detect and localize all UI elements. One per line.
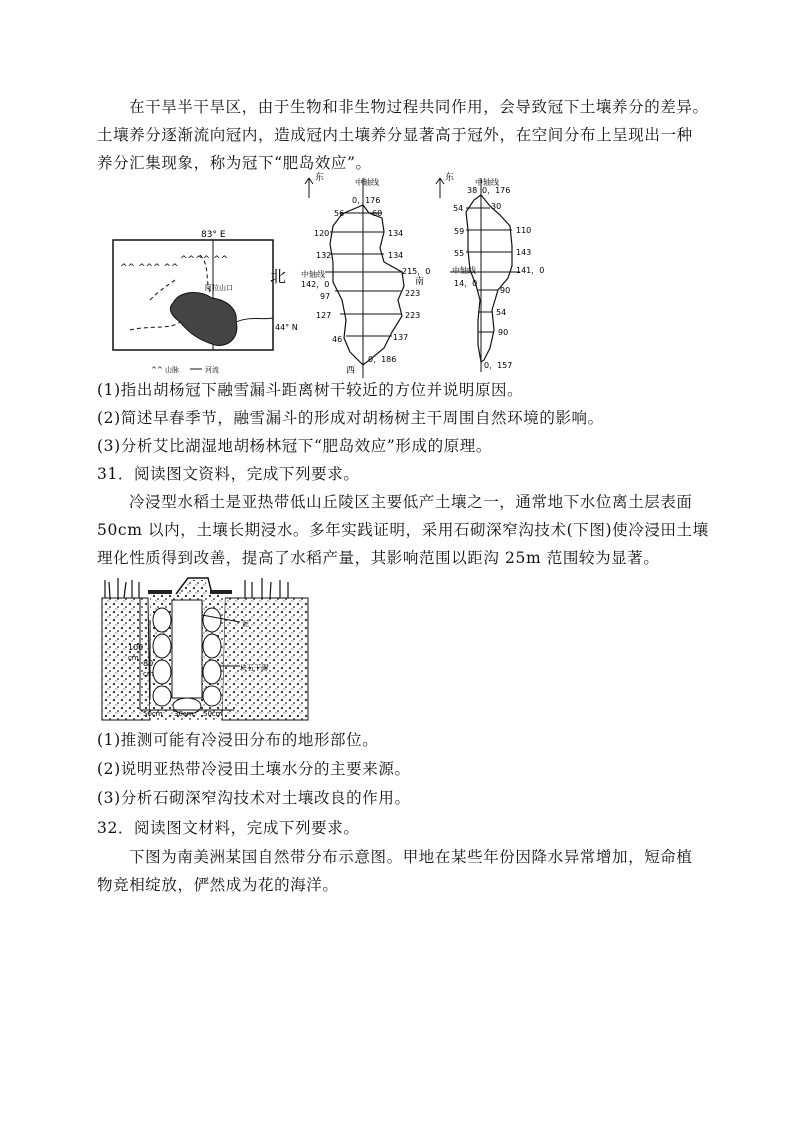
value-label: 143 xyxy=(516,248,532,257)
q31-question-2: (2)说明亚热带冷浸田土壤水分的主要来源。 xyxy=(97,760,411,778)
value-label: 90 xyxy=(500,286,511,295)
depth-inner-unit: cm xyxy=(143,670,154,678)
width-label-1: 50cm xyxy=(143,710,163,718)
value-label: 110 xyxy=(516,226,532,235)
q30-question-3: (3)分析艾比湖湿地胡杨林冠下“肥岛效应”形成的原理。 xyxy=(97,437,493,455)
value-label: 134 xyxy=(388,229,404,238)
top-value-a: 0，176 xyxy=(352,196,381,205)
legend-mountain: 山脉 xyxy=(165,366,179,374)
depth-inner: 80 xyxy=(143,659,154,668)
intro-line-2: 土壤养分逐渐流向冠内，造成冠内土壤养分显著高于冠外，在空间分布上呈现出一种 xyxy=(97,126,693,144)
q32-paragraph-line-1: 下图为南美洲某国自然带分布示意图。甲地在某些年份因降水异常增加，短命植 xyxy=(129,848,693,866)
value-label: 141，0 xyxy=(516,266,545,275)
east-label-a: 东 xyxy=(315,173,325,183)
bottom-value-a: 0，186 xyxy=(368,355,397,364)
axis-label-b: 中轴线 xyxy=(475,178,499,187)
value-label: 215，0 xyxy=(402,267,431,276)
parallel-label: 44° N xyxy=(275,323,298,332)
east-label-b: 东 xyxy=(445,173,455,183)
top-left-value-b: 38 xyxy=(467,186,478,195)
axis-left-label-a: 中轴线 xyxy=(301,270,325,279)
value-label: 14，0 xyxy=(454,279,478,288)
value-label: 46 xyxy=(332,335,343,344)
bottom-value-b: 0，157 xyxy=(484,361,513,370)
intro-line-3: 养分汇集现象，称为冠下“肥岛效应”。 xyxy=(97,154,372,172)
value-label: 30 xyxy=(491,202,502,211)
north-mark: 北 xyxy=(270,267,287,286)
value-label: 54 xyxy=(453,204,464,213)
q31-paragraph-line-3: 理化性质得到改善，提高了水稻产量，其影响范围以距沟 25m 范围较为显著。 xyxy=(97,549,660,567)
value-label: 59 xyxy=(454,227,465,236)
mountain-glyphs: ^^ ^^^ ^^ xyxy=(120,263,179,273)
profile-b xyxy=(436,171,544,372)
value-label: 132 xyxy=(316,251,332,260)
legend-river: 河流 xyxy=(205,366,219,374)
width-label-2: 30cm xyxy=(174,710,194,718)
q31-question-3: (3)分析石砌深窄沟技术对土壤改良的作用。 xyxy=(97,789,411,807)
stone-label: 块石干砌 xyxy=(240,664,268,672)
value-label: 223 xyxy=(405,289,421,298)
profile-a xyxy=(301,171,430,378)
q31-paragraph-line-1: 冷浸型水稻土是亚热带低山丘陵区主要低产土壤之一，通常地下水位离土层表面 xyxy=(129,493,693,511)
mountain-glyphs-2: ^^^^ ^^ xyxy=(180,255,229,265)
top-value-b: 0，176 xyxy=(482,186,511,195)
axis-left-label-b: 中轴线 xyxy=(452,266,476,275)
value-label: 60 xyxy=(372,209,383,218)
width-label-3: 50cm xyxy=(203,710,223,718)
q32-paragraph-line-2: 物竞相绽放，俨然成为花的海洋。 xyxy=(97,876,339,894)
q31-paragraph-line-2: 50cm 以内，土壤长期浸水。多年实践证明，采用石砌深窄沟技术(下图)使冷浸田土壤 xyxy=(97,521,709,539)
west-label-a: 西 xyxy=(346,366,356,376)
value-label: 56 xyxy=(334,209,345,218)
place-label: 阿拉山口 xyxy=(205,284,233,292)
depth-total: 100 xyxy=(128,643,144,652)
value-label: 137 xyxy=(393,333,409,342)
value-label: 90 xyxy=(498,328,509,337)
value-label: 142，0 xyxy=(301,280,330,289)
figure-1 xyxy=(0,0,800,380)
location-map xyxy=(113,230,298,374)
value-label: 54 xyxy=(496,308,507,317)
meridian-label: 83° E xyxy=(201,230,226,240)
legend-mountain-glyph: ^^ xyxy=(151,366,163,374)
value-label: 55 xyxy=(454,249,465,258)
q32-title: 32．阅读图文材料，完成下列要求。 xyxy=(97,819,360,837)
value-label: 120 xyxy=(314,229,330,238)
q31-title: 31．阅读图文资料，完成下列要求。 xyxy=(97,465,360,483)
axis-label-a: 中轴线 xyxy=(355,178,379,187)
figure-2-ditch xyxy=(0,570,800,725)
q30-question-2: (2)简述早春季节，融雪漏斗的形成对胡杨树主干周围自然环境的影响。 xyxy=(97,409,604,427)
intro-line-1: 在干旱半干旱区，由于生物和非生物过程共同作用，会导致冠下土壤养分的差异。 xyxy=(129,98,709,116)
q31-question-1: (1)推测可能有冷浸田分布的地形部位。 xyxy=(97,731,379,749)
value-label: 223 xyxy=(405,311,421,320)
value-label: 134 xyxy=(388,251,404,260)
top-label: 泥 xyxy=(242,620,249,628)
value-label: 97 xyxy=(320,292,331,301)
q30-question-1: (1)指出胡杨冠下融雪漏斗距离树干较近的方位并说明原因。 xyxy=(97,381,524,399)
south-mark: 南 xyxy=(415,277,425,287)
depth-total-unit: cm xyxy=(128,654,139,662)
value-label: 127 xyxy=(316,311,332,320)
